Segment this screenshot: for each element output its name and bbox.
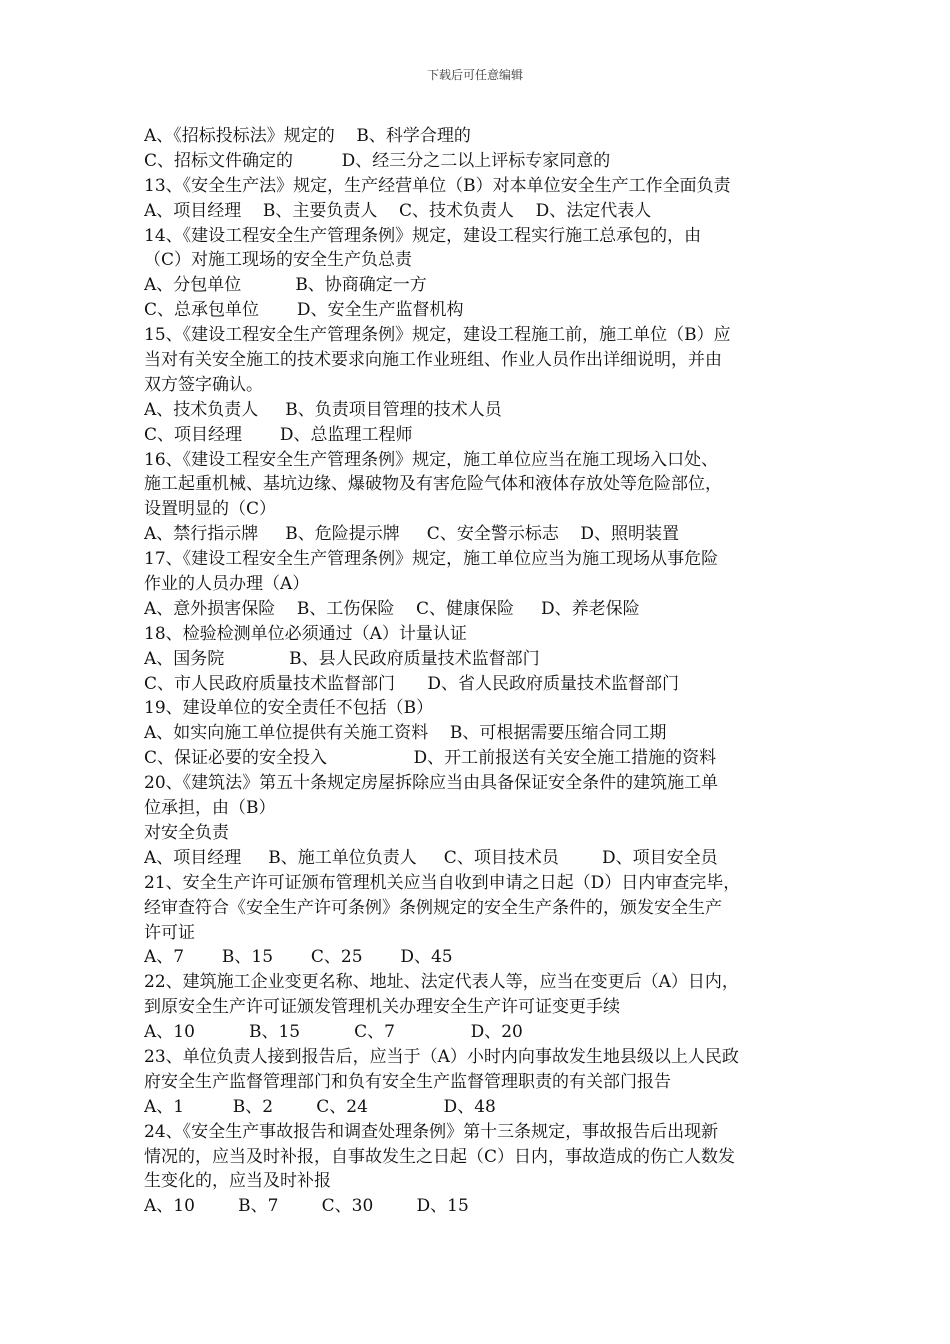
text-line: 17、《建设工程安全生产管理条例》规定，施工单位应当为施工现场从事危险 (144, 549, 719, 570)
text-line: C、市人民政府质量技术监督部门 D、省人民政府质量技术监督部门 (144, 673, 680, 694)
text-line: C、保证必要的安全投入 D、开工前报送有关安全施工措施的资料 (144, 748, 717, 769)
text-line: 生变化的，应当及时补报 (144, 1171, 331, 1192)
text-line: A、7 B、15 C、25 D、45 (144, 947, 453, 968)
text-line: 当对有关安全施工的技术要求向施工作业班组、作业人员作出详细说明，并由 (144, 350, 722, 371)
text-line: 15、《建设工程安全生产管理条例》规定，建设工程施工前，施工单位（B）应 (144, 325, 731, 346)
text-line: 位承担，由（B） (144, 798, 276, 819)
text-line: A、禁行指示牌 B、危险提示牌 C、安全警示标志 D、照明装置 (144, 524, 680, 545)
text-line: 到原安全生产许可证颁发管理机关办理安全生产许可证变更手续 (144, 997, 620, 1018)
text-line: 22、建筑施工企业变更名称、地址、法定代表人等，应当在变更后（A）日内， (144, 972, 739, 993)
text-line: 施工起重机械、基坑边缘、爆破物及有害危险气体和液体存放处等危险部位， (144, 474, 722, 495)
text-line: 设置明显的（C） (144, 499, 277, 520)
text-line: 21、安全生产许可证颁布管理机关应当自收到申请之日起（D）日内审查完毕， (144, 872, 741, 893)
text-line: A、10 B、15 C、7 D、20 (144, 1022, 523, 1043)
text-line: 经审查符合《安全生产许可条例》条例规定的安全生产条件的，颁发安全生产 (144, 897, 722, 918)
text-line: 20、《建筑法》第五十条规定房屋拆除应当由具备保证安全条件的建筑施工单 (144, 773, 719, 794)
text-line: 18、检验检测单位必须通过（A）计量认证 (144, 623, 467, 644)
text-line: A、10 B、7 C、30 D、15 (144, 1196, 469, 1217)
text-line: C、总承包单位 D、安全生产监督机构 (144, 300, 464, 321)
text-line: A、如实向施工单位提供有关施工资料 B、可根据需要压缩合同工期 (144, 723, 667, 744)
text-line: 双方签字确认。 (144, 374, 263, 395)
text-line: A、意外损害保险 B、工伤保险 C、健康保险 D、养老保险 (144, 598, 640, 619)
text-line: A、技术负责人 B、负责项目管理的技术人员 (144, 399, 502, 420)
text-line: A、1 B、2 C、24 D、48 (144, 1096, 496, 1117)
text-line: 作业的人员办理（A） (144, 574, 310, 595)
text-line: 14、《建设工程安全生产管理条例》规定，建设工程实行施工总承包的，由 (144, 225, 702, 246)
text-line: 情况的，应当及时补报，自事故发生之日起（C）日内，事故造成的伤亡人数发 (144, 1146, 736, 1167)
text-line: 府安全生产监督管理部门和负有安全生产监督管理职责的有关部门报告 (144, 1071, 671, 1092)
text-line: 23、单位负责人接到报告后，应当于（A）小时内向事故发生地县级以上人民政 (144, 1046, 739, 1067)
text-line: A、分包单位 B、协商确定一方 (144, 275, 427, 296)
text-line: A、项目经理 B、主要负责人 C、技术负责人 D、法定代表人 (144, 200, 652, 221)
text-line: （C）对施工现场的安全生产负总责 (144, 250, 413, 271)
text-line: C、项目经理 D、总监理工程师 (144, 424, 413, 445)
text-line: A、《招标投标法》规定的 B、科学合理的 (144, 126, 471, 146)
text-line: 对安全负责 (144, 822, 229, 843)
text-line: 16、《建设工程安全生产管理条例》规定，施工单位应当在施工现场入口处、 (144, 449, 719, 470)
text-line: A、项目经理 B、施工单位负责人 C、项目技术员 D、项目安全员 (144, 847, 718, 868)
text-line: 19、建设单位的安全责任不包括（B） (144, 698, 434, 719)
document-body (144, 124, 812, 1219)
text-line: 24、《安全生产事故报告和调查处理条例》第十三条规定，事故报告后出现新 (144, 1121, 719, 1142)
page-header: 下载后可任意编辑 (426, 68, 523, 82)
text-line: 13、《安全生产法》规定，生产经营单位（B）对本单位安全生产工作全面负责 (144, 175, 731, 196)
text-line: 许可证 (144, 922, 195, 943)
text-line: A、国务院 B、县人民政府质量技术监督部门 (144, 648, 540, 669)
text-line: C、招标文件确定的 D、经三分之二以上评标专家同意的 (144, 150, 611, 171)
